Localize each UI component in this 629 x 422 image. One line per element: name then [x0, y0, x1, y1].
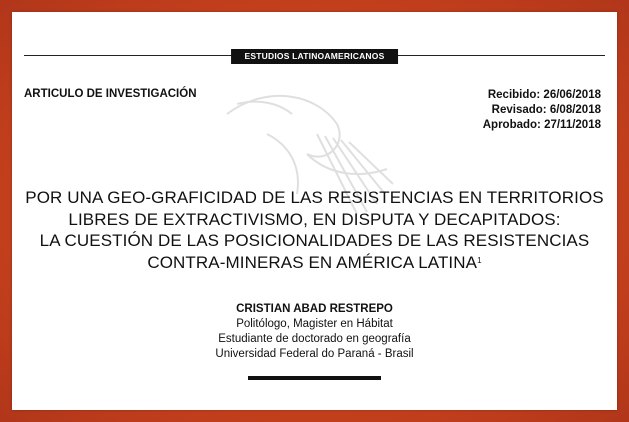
title-line: POR UNA GEO-GRAFICIDAD DE LAS RESISTENCIAS EN TERRITORIOS [25, 188, 604, 207]
date-approved: Aprobado: 27/11/2018 [482, 119, 601, 131]
author-affiliation: Universidad Federal do Paraná - Brasil [215, 348, 414, 360]
author-affiliation: Estudiante de doctorado en geografía [218, 333, 411, 345]
title-line: LA CUESTIÓN DE LAS POSICIONALIDADES DE LAS RESISTENCIAS [39, 231, 590, 250]
author-block [12, 302, 617, 362]
author-affiliation: Politólogo, Magister en Hábitat [236, 318, 393, 330]
date-revised: Revisado: 6/08/2018 [491, 104, 601, 116]
separator-bar [248, 376, 381, 380]
dates-block [483, 88, 601, 133]
title-line [22, 252, 607, 274]
title-line: LIBRES DE EXTRACTIVISMO, EN DISPUTA Y DECAPITADOS: [68, 209, 561, 229]
article-type: ARTICULO DE INVESTIGACIÓN [24, 88, 197, 100]
footnote-marker[interactable]: 1 [477, 255, 482, 265]
author-name: CRISTIAN ABAD RESTREPO [236, 303, 393, 315]
article-title [22, 187, 607, 273]
series-label: ESTUDIOS LATINOAMERICANOS [231, 49, 399, 64]
date-received: Recibido: 26/06/2018 [487, 89, 601, 101]
paper-page [12, 12, 617, 410]
title-line-text: CONTRA-MINERAS EN AMÉRICA LATINA [147, 252, 478, 272]
